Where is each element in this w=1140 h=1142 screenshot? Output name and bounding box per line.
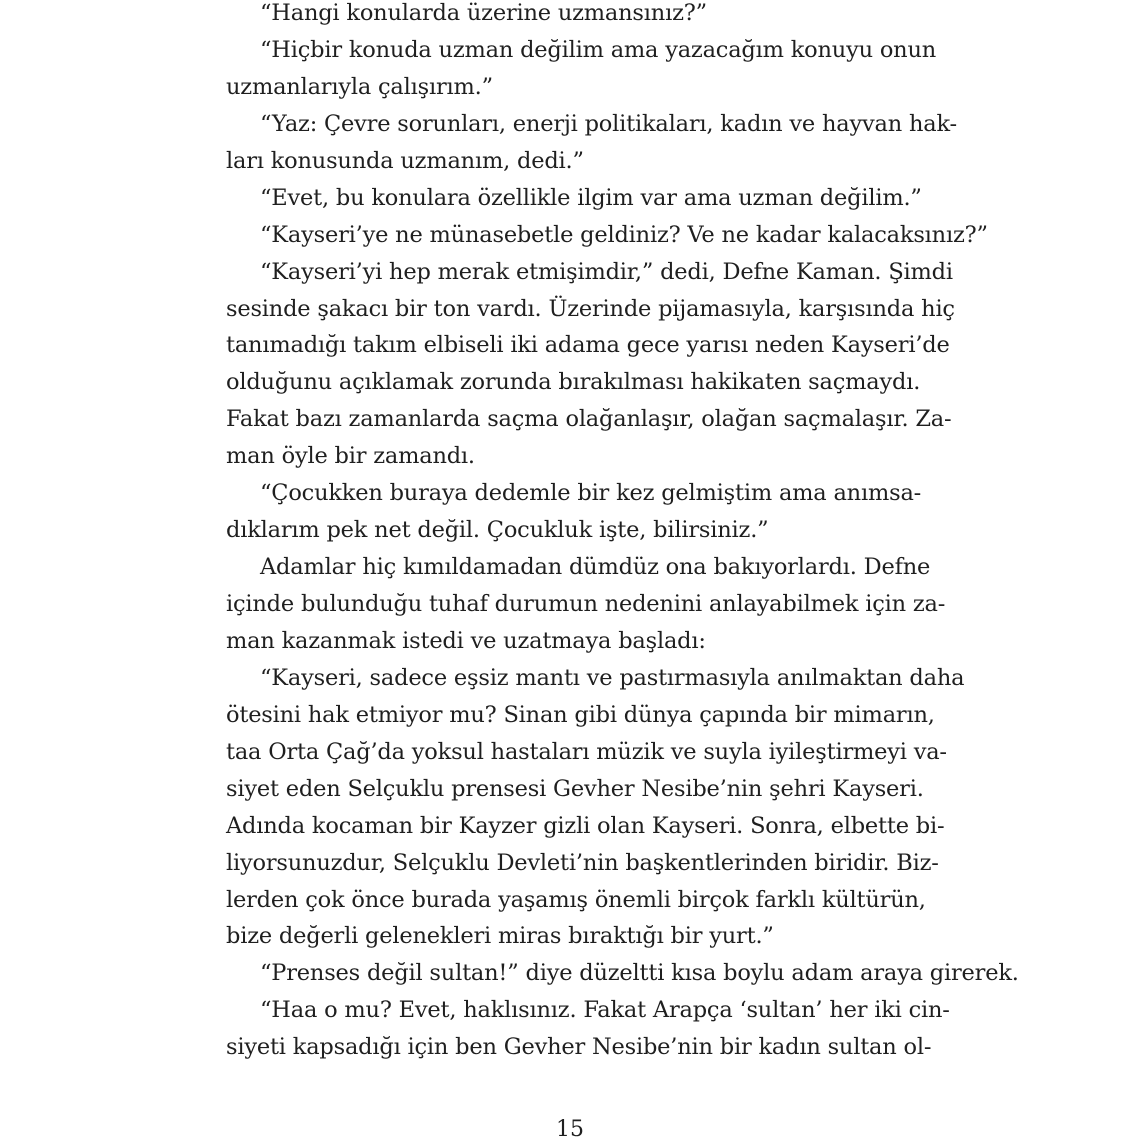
text-line: “Haa o mu? Evet, haklısınız. Fakat Arapça ‘sultan’ her iki cin- (260, 997, 950, 1024)
text-line: bize değerli gelenekleri miras bıraktığı bir yurt.” (226, 923, 774, 950)
text-line: “Çocukken buraya dedemle bir kez gelmiştim ama anımsa- (260, 480, 922, 507)
text-line: Fakat bazı zamanlarda saçma olağanlaşır, olağan saçmalaşır. Za- (226, 406, 952, 433)
text-line: “Yaz: Çevre sorunları, enerji politikaları, kadın ve hayvan hak- (260, 110, 957, 137)
body-text (226, 0, 1019, 1066)
text-line: ları konusunda uzmanım, dedi.” (226, 147, 584, 174)
text-line: siyeti kapsadığı için ben Gevher Nesibe’nin bir kadın sultan ol- (226, 1034, 932, 1061)
text-line: uzmanlarıyla çalışırım.” (226, 73, 493, 100)
text-line: “Hiçbir konuda uzman değilim ama yazacağım konuyu onun (260, 36, 937, 63)
text-line: “Kayseri’yi hep merak etmişimdir,” dedi, Defne Kaman. Şimdi (260, 258, 953, 285)
text-line: man öyle bir zamandı. (226, 443, 475, 470)
text-line: lerden çok önce burada yaşamış önemli birçok farklı kültürün, (226, 886, 926, 913)
text-line: siyet eden Selçuklu prensesi Gevher Nesibe’nin şehri Kayseri. (226, 775, 924, 802)
text-line: “Kayseri, sadece eşsiz mantı ve pastırmasıyla anılmaktan daha (260, 664, 965, 691)
text-line: Adında kocaman bir Kayzer gizli olan Kayseri. Sonra, elbette bi- (226, 812, 945, 839)
text-line: olduğunu açıklamak zorunda bırakılması hakikaten saçmaydı. (226, 369, 921, 396)
text-line: tanımadığı takım elbiseli iki adama gece yarısı neden Kayseri’de (226, 332, 950, 359)
text-line: liyorsunuzdur, Selçuklu Devleti’nin başkentlerinden biridir. Biz- (226, 849, 939, 876)
text-line: “Evet, bu konulara özellikle ilgim var ama uzman değilim.” (260, 184, 922, 211)
text-line: taa Orta Çağ’da yoksul hastaları müzik ve suyla iyileştirmeyi va- (226, 738, 947, 765)
text-line: dıklarım pek net değil. Çocukluk işte, bilirsiniz.” (226, 517, 769, 544)
text-line: ötesini hak etmiyor mu? Sinan gibi dünya çapında bir mimarın, (226, 701, 935, 728)
text-line: “Prenses değil sultan!” diye düzeltti kısa boylu adam araya girerek. (260, 960, 1019, 987)
text-line: “Hangi konularda üzerine uzmansınız?” (260, 0, 707, 26)
page-number: 15 (556, 1117, 584, 1142)
text-line: “Kayseri’ye ne münasebetle geldiniz? Ve ne kadar kalacaksınız?” (260, 221, 988, 248)
text-line: Adamlar hiç kımıldamadan dümdüz ona bakıyorlardı. Defne (260, 554, 931, 581)
text-line: sesinde şakacı bir ton vardı. Üzerinde pijamasıyla, karşısında hiç (226, 295, 955, 322)
text-line: man kazanmak istedi ve uzatmaya başladı: (226, 627, 706, 654)
text-line: içinde bulunduğu tuhaf durumun nedenini anlayabilmek için za- (226, 591, 946, 617)
